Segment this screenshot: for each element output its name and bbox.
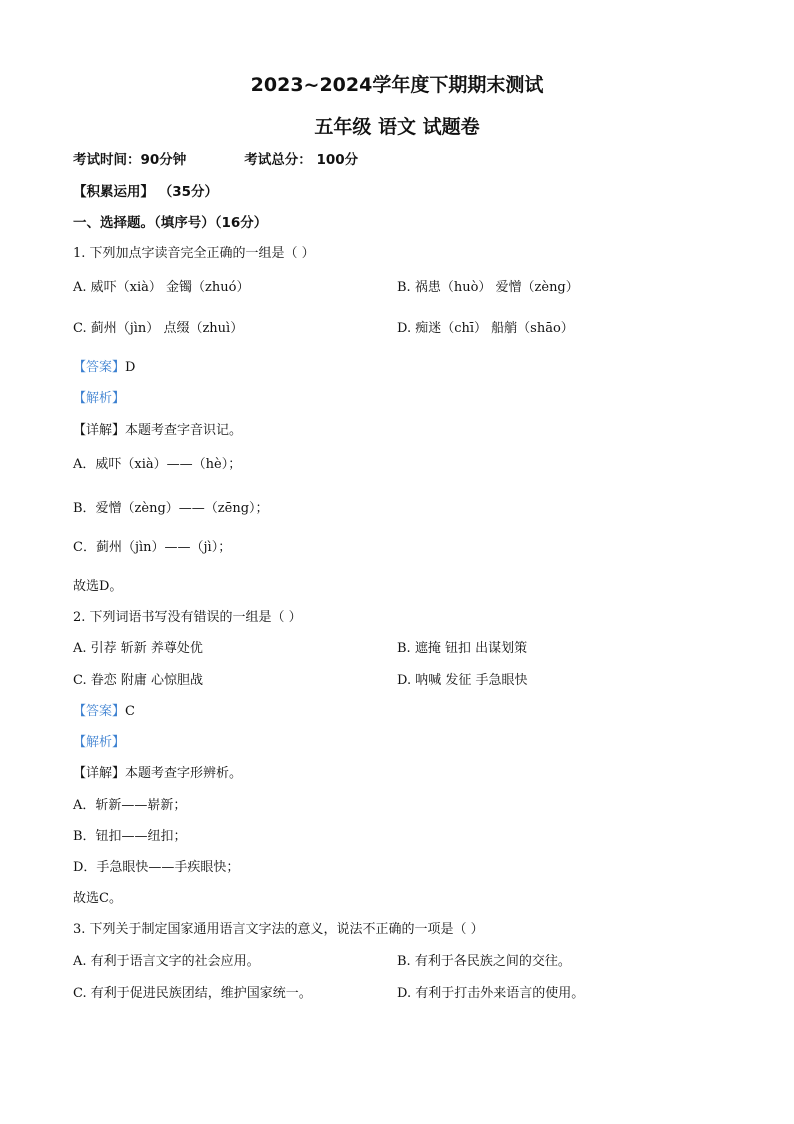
exam-subtitle: 五年级 语文 试题卷 bbox=[314, 116, 480, 138]
q1-option-b: B. 祸患（huò） 爱憎（zèng） bbox=[397, 280, 579, 295]
q2-explain-b: B．钮扣——纽扣； bbox=[73, 829, 187, 844]
q2-explain-d: D．手急眼快——手疾眼快； bbox=[73, 860, 240, 875]
answer-value: C bbox=[125, 704, 135, 719]
q1-analysis-tag: 【解析】 bbox=[73, 391, 126, 406]
exam-time: 考试时间：90分钟 bbox=[73, 152, 187, 168]
q1-detail: 【详解】本题考查字音识记。 bbox=[73, 423, 243, 438]
q2-option-c: C. 眷恋 附庸 心惊胆战 bbox=[73, 673, 204, 688]
q2-explain-a: A．斩新——崭新； bbox=[73, 798, 187, 813]
q2-stem: 2. 下列词语书写没有错误的一组是（ ） bbox=[73, 610, 302, 625]
block-title: 【积累运用】 （35分） bbox=[73, 184, 218, 200]
q1-explain-b: B．爱憎（zèng）——（zēng）； bbox=[73, 501, 269, 516]
q3-option-b: B. 有利于各民族之间的交往。 bbox=[397, 954, 571, 969]
q1-answer bbox=[73, 359, 135, 377]
q3-stem: 3. 下列关于制定国家通用语言文字法的意义，说法不正确的一项是（ ） bbox=[73, 922, 484, 937]
q1-explain-c: C．蓟州（jìn）——（jì）； bbox=[73, 540, 232, 555]
q2-option-a: A. 引荐 斩新 养尊处优 bbox=[73, 641, 203, 656]
q1-explain-a: A．威吓（xià）——（hè）； bbox=[73, 457, 242, 472]
q1-option-d: D. 痴迷（chī） 船艄（shāo） bbox=[397, 321, 574, 336]
q2-answer bbox=[73, 703, 135, 721]
part-title: 一、选择题。（填序号）（16分） bbox=[73, 215, 268, 231]
q3-option-c: C. 有利于促进民族团结，维护国家统一。 bbox=[73, 986, 312, 1001]
answer-value: D bbox=[125, 360, 136, 375]
q2-detail: 【详解】本题考查字形辨析。 bbox=[73, 766, 243, 781]
answer-tag: 【答案】 bbox=[73, 360, 126, 375]
exam-info bbox=[73, 151, 358, 169]
q1-option-a: A. 威吓（xià） 金镯（zhuó） bbox=[73, 280, 250, 295]
q3-option-a: A. 有利于语言文字的社会应用。 bbox=[73, 954, 260, 969]
q2-conclusion: 故选C。 bbox=[73, 891, 122, 906]
q1-option-c: C. 蓟州（jìn） 点缀（zhuì） bbox=[73, 321, 244, 336]
q1-conclusion: 故选D。 bbox=[73, 579, 123, 594]
q3-option-d: D. 有利于打击外来语言的使用。 bbox=[397, 986, 585, 1001]
exam-score: 考试总分： 100分 bbox=[244, 152, 359, 168]
answer-tag: 【答案】 bbox=[73, 704, 126, 719]
q2-option-d: D. 呐喊 发征 手急眼快 bbox=[397, 673, 528, 688]
q2-option-b: B. 遮掩 钮扣 出谋划策 bbox=[397, 641, 528, 656]
q1-stem: 1. 下列加点字读音完全正确的一组是（ ） bbox=[73, 246, 315, 261]
exam-title: 2023~2024学年度下期期末测试 bbox=[250, 74, 544, 96]
q2-analysis-tag: 【解析】 bbox=[73, 735, 126, 750]
